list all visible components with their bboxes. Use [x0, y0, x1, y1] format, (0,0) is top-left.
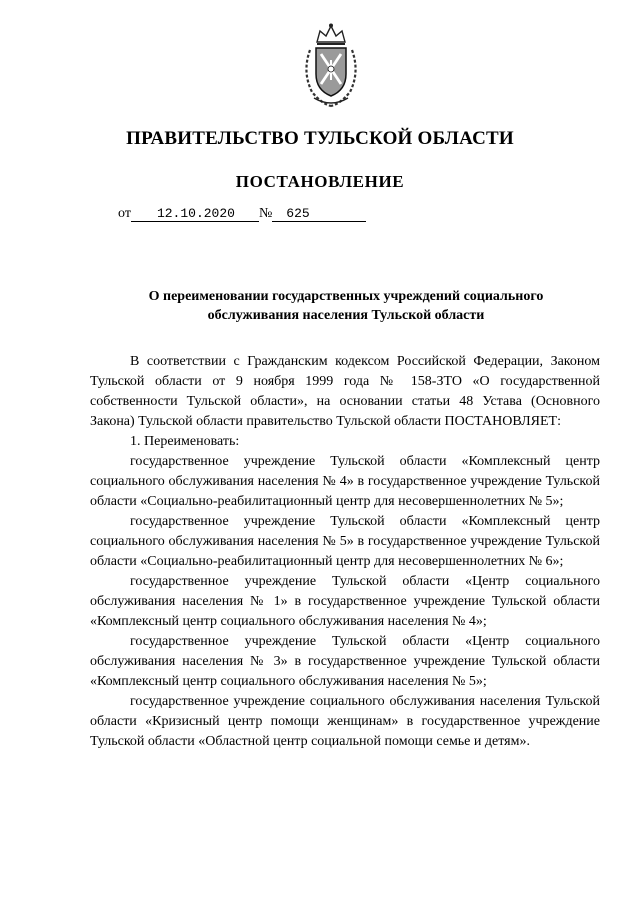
body-paragraph: государственное учреждение Тульской области «Комплексный центр социального обслуживания населения № 4» в государственное учреждение Тульской области «Социально-реабилитационный центр для несовершеннолетних № 5»; — [90, 454, 600, 509]
date-number-line — [118, 206, 366, 222]
document-body — [90, 352, 600, 752]
body-paragraph: 1. Переименовать: — [130, 434, 240, 449]
body-paragraph: государственное учреждение Тульской области «Центр социального обслуживания населения № 1» в государственное учреждение Тульской области «Комплексный центр социального обслуживания населения № 4»; — [90, 574, 600, 629]
date-prefix: от — [118, 206, 131, 221]
government-title: ПРАВИТЕЛЬСТВО ТУЛЬСКОЙ ОБЛАСТИ — [126, 128, 514, 149]
body-paragraph: государственное учреждение социального обслуживания населения Тульской области «Кризисный центр помощи женщинам» в государственное учреждение Тульской области «Областной центр социальной помощи семье и детям». — [90, 694, 600, 749]
number-prefix: № — [258, 206, 273, 221]
document-date: 12.10.2020 — [131, 207, 259, 222]
coat-of-arms-icon — [300, 22, 362, 108]
document-number: 625 — [272, 207, 366, 222]
body-paragraph: В соответствии с Гражданским кодексом Российской Федерации, Законом Тульской области от 9 ноября 1999 года № 158-ЗТО «О государственной собственности Тульской области», на основании статьи 48 Устава (Основного Закона) Тульской области правительство Тульской области ПОСТАНОВЛЯЕТ: — [90, 354, 600, 429]
document-subject: О переименовании государственных учреждений социального обслуживания населения Тульской области — [148, 289, 544, 323]
document-type: ПОСТАНОВЛЕНИЕ — [235, 172, 405, 191]
body-paragraph: государственное учреждение Тульской области «Комплексный центр социального обслуживания населения № 5» в государственное учреждение Тульской области «Социально-реабилитационный центр для несовершеннолетних № 6»; — [90, 514, 600, 569]
body-paragraph: государственное учреждение Тульской области «Центр социального обслуживания населения № 3» в государственное учреждение Тульской области «Комплексный центр социального обслуживания населения № 5»; — [90, 634, 600, 689]
